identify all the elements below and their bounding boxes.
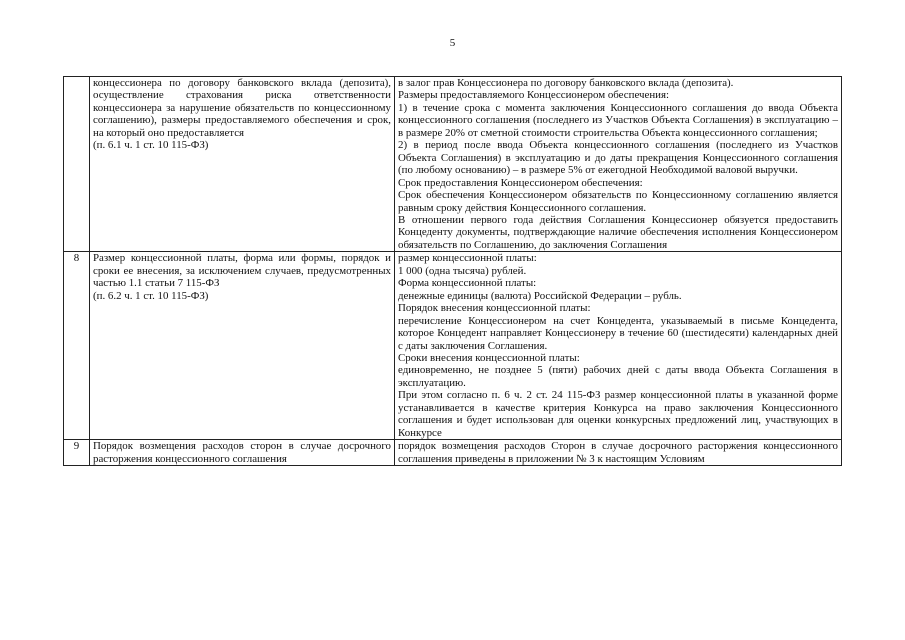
term-text: концессионера по договору банковского вклада (депозита), осуществление страхования риска ответственности концессионера за нарушение обязательств по концессионному соглашению), размеры предоставляемого обеспечения и срок, на который оно предоставляется — [93, 77, 391, 139]
value-paragraph: размер концессионной платы: — [398, 252, 537, 265]
term-cell — [90, 77, 395, 252]
value-paragraph: Срок предоставления Концессионером обеспечения: — [398, 176, 643, 189]
term-reference: (п. 6.2 ч. 1 ст. 10 115-ФЗ) — [93, 289, 209, 302]
table-row — [64, 252, 842, 440]
value-paragraph: 2) в период после ввода Объекта концессионного соглашения (последнего из Участков Объекта Соглашения) в эксплуатацию и до даты прекращения Концессионного соглашения (по любому основанию) – в размере 5% от ежегодной Необходимой валовой выручки. — [398, 139, 838, 177]
value-paragraph: перечисление Концессионером на счет Концедента, указываемый в письме Концедента, которое Концедент направляет Концессионеру в течение 60 (шестидесяти) календарных дней с даты заключения Соглашения. — [398, 314, 838, 352]
row-number — [64, 77, 90, 252]
value-paragraph: Порядок внесения концессионной платы: — [398, 302, 591, 315]
value-paragraph: Форма концессионной платы: — [398, 277, 537, 290]
value-paragraph: в залог прав Концессионера по договору банковского вклада (депозита). — [398, 77, 734, 89]
table-row — [64, 440, 842, 466]
table-row — [64, 77, 842, 252]
value-cell — [395, 77, 842, 252]
value-cell — [395, 252, 842, 440]
value-paragraph: порядок возмещения расходов Сторон в случае досрочного расторжения концессионного соглашения приведены в приложении № 3 к настоящим Условиям — [398, 440, 838, 465]
value-cell — [395, 440, 842, 466]
page-number: 5 — [449, 37, 456, 49]
value-paragraph: Сроки внесения концессионной платы: — [398, 351, 580, 364]
value-paragraph: Размеры предоставляемого Концессионером обеспечения: — [398, 89, 670, 102]
value-paragraph: денежные единицы (валюта) Российской Федерации – рубль. — [398, 289, 682, 302]
value-paragraph: Срок обеспечения Концессионером обязательств по Концессионному соглашению является равным сроку действия Концессионного соглашения. — [398, 189, 838, 214]
value-paragraph: 1) в течение срока с момента заключения Концессионного соглашения до ввода Объекта концессионного соглашения (последнего из Участков Объекта Соглашения) в эксплуатацию – в размере 20% от сметной стоимости строительства Объекта концессионного соглашения; — [398, 101, 838, 139]
value-paragraph: В отношении первого года действия Соглашения Концессионер обязуется предоставить Концеденту документы, подтверждающие наличие обеспечения исполнения Концессионером обязательств по Соглашению, до заключения Соглашения — [398, 213, 838, 251]
value-paragraph: единовременно, не позднее 5 (пяти) рабочих дней с даты ввода Объекта Соглашения в эксплуатацию. — [398, 364, 838, 389]
term-cell — [90, 252, 395, 440]
term-text: Порядок возмещения расходов сторон в случае досрочного расторжения концессионного соглашения — [93, 440, 391, 465]
value-paragraph: 1 000 (одна тысяча) рублей. — [398, 264, 527, 277]
row-number: 8 — [64, 252, 90, 440]
term-text: Размер концессионной платы, форма или формы, порядок и сроки ее внесения, за исключением случаев, предусмотренных частью 1.1 статьи 7 115-ФЗ — [93, 252, 391, 290]
value-paragraph: При этом согласно п. 6 ч. 2 ст. 24 115-ФЗ размер концессионной платы в указанной форме устанавливается в качестве критерия Конкурса на право заключения Концессионного соглашения и будет использован для оценки конкурсных предложений лиц, участвующих в Конкурсе — [398, 389, 838, 439]
row-number: 9 — [64, 440, 90, 466]
term-reference: (п. 6.1 ч. 1 ст. 10 115-ФЗ) — [93, 139, 209, 152]
conditions-table — [63, 76, 842, 466]
term-cell — [90, 440, 395, 466]
